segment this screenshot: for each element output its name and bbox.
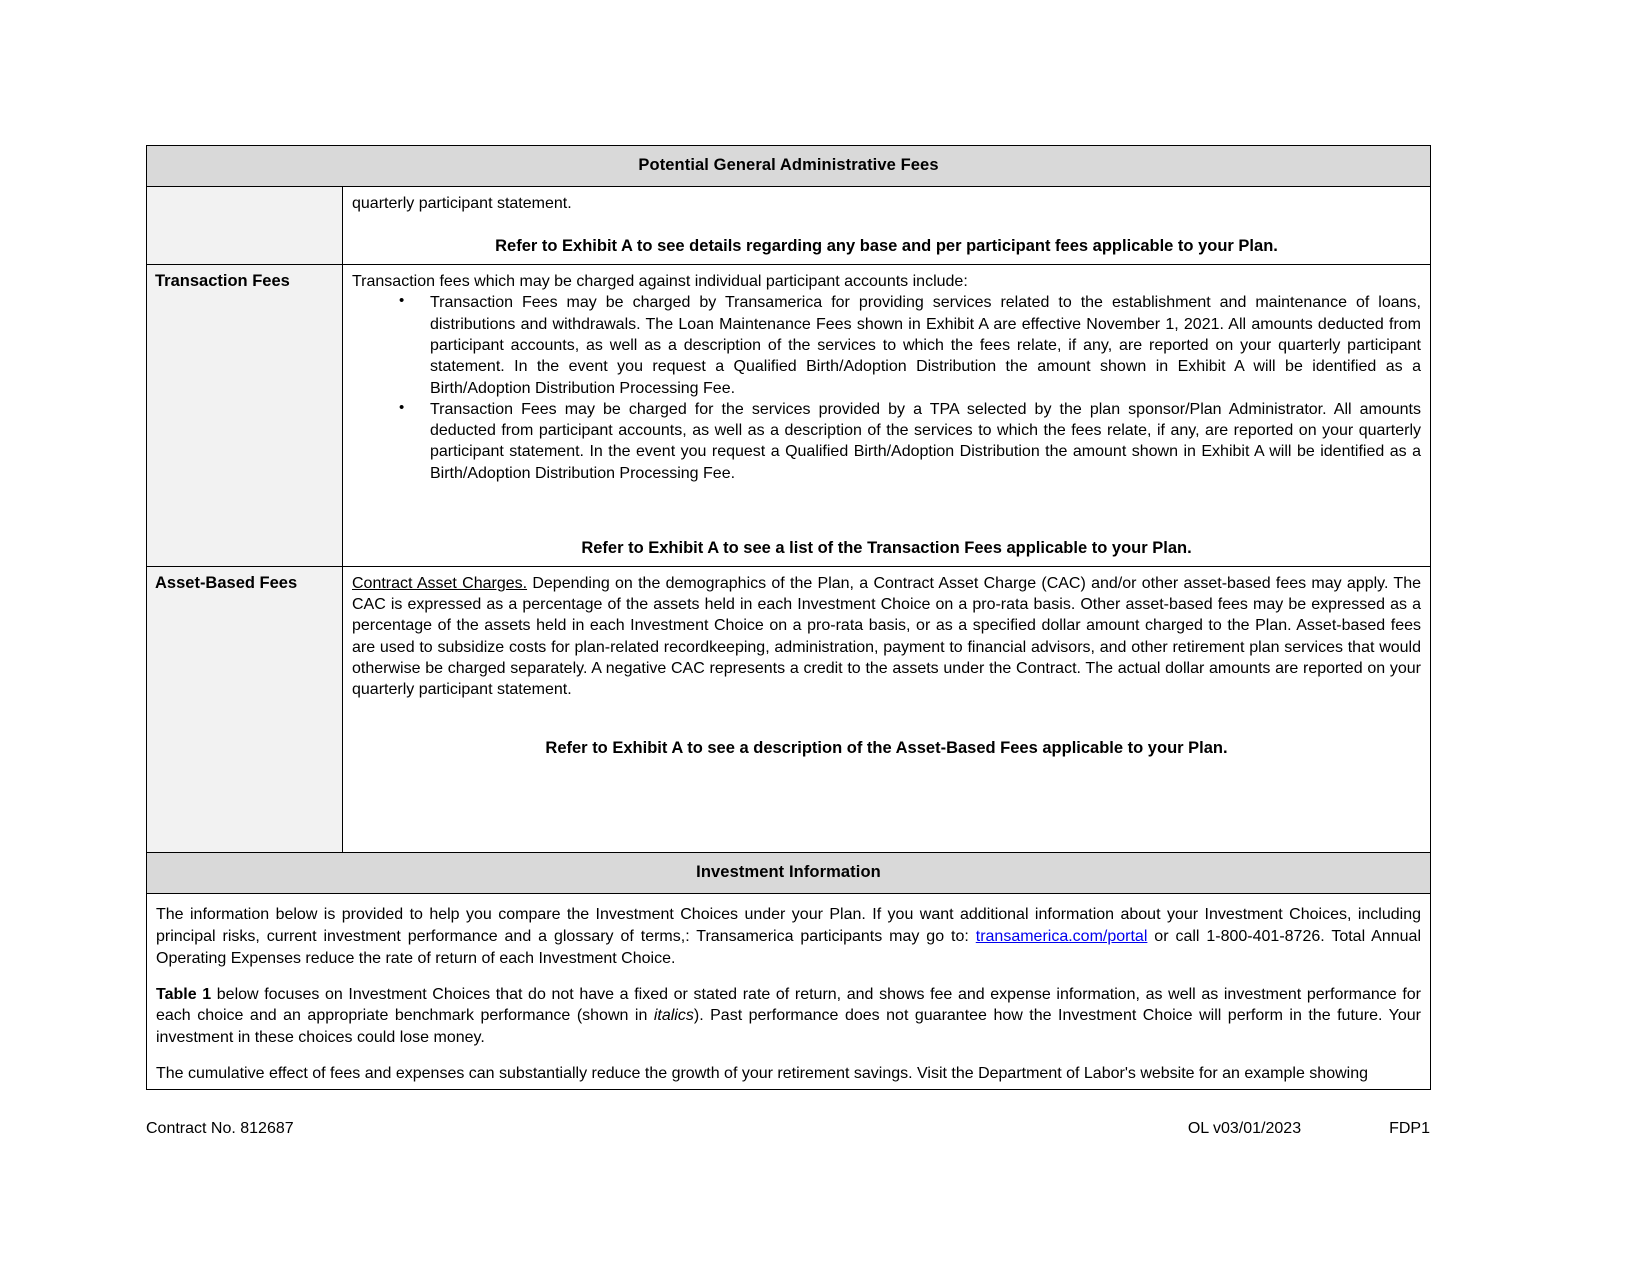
table-row — [147, 566, 1431, 853]
list-item: • Transaction Fees may be charged for the services provided by a TPA selected by the plan sponsor/Plan Administrator. All amounts deducted from participant accounts, as well as a description of the services to which the fees relate, if any, are reported on your quarterly participant statement. In the event you request a Qualified Birth/Adoption Distribution the amount shown in Exhibit A will be identified as a Birth/Adoption Distribution Processing Fee. — [352, 399, 1421, 484]
table-row — [147, 853, 1431, 894]
fees-and-investment-table — [146, 145, 1431, 1090]
spacer — [352, 214, 1421, 236]
transamerica-portal-link[interactable]: transamerica.com/portal — [975, 928, 1148, 946]
investment-information-body — [147, 894, 1431, 1089]
section-header-potential-general-administrative-fees: Potential General Administrative Fees — [147, 146, 1431, 187]
continued-text: quarterly participant statement. — [352, 195, 572, 212]
table-row — [147, 146, 1431, 187]
footer-version: OL v03/01/2023 — [1187, 1120, 1302, 1137]
investment-paragraph-3: The cumulative effect of fees and expenses can substantially reduce the growth of your retirement savings. Visit the Department of Labor's website for an example showing — [156, 1064, 1369, 1082]
row-label-asset-based-fees: Asset-Based Fees — [147, 566, 343, 853]
refer-to-exhibit-a-transaction-fees: Refer to Exhibit A to see a list of the Transaction Fees applicable to your Plan. — [581, 538, 1192, 557]
contract-asset-charges-lead-in: Contract Asset Charges. — [352, 574, 528, 592]
section-header-investment-information: Investment Information — [147, 853, 1431, 894]
investment-paragraph-1-part-1: The information below is provided to help you compare the Investment Choices under your Plan. If you want additional information about your Investment Choices, including principal risks, current investment performance and a glossary of terms,: Transamerica participants may go to: — [156, 906, 1421, 946]
spacer — [352, 700, 1421, 738]
row-body-general-admin-continued — [343, 187, 1431, 265]
row-label-general-admin-continued — [147, 187, 343, 265]
table-row — [147, 265, 1431, 567]
list-item: • Transaction Fees may be charged by Transamerica for providing services related to the establishment and maintenance of loans, distributions and withdrawals. The Loan Maintenance Fees shown in Exhibit A are effective November 1, 2021. All amounts deducted from participant accounts, as well as a description of the services to which the fees relate, if any, are reported on your quarterly participant statement. In the event you request a Qualified Birth/Adoption Distribution the amount shown in Exhibit A will be identified as a Birth/Adoption Distribution Processing Fee. — [352, 292, 1421, 398]
table-row — [147, 894, 1431, 1089]
transaction-fees-bullet-list — [352, 292, 1421, 483]
investment-paragraph-2-part-1: below focuses on Investment Choices that do not have a fixed or stated rate of return, and shows fee and expense information, as well as investment performance for each choice and an appropriate benchmark performance (shown in — [156, 985, 1421, 1025]
footer-code: FDP1 — [1389, 1120, 1430, 1137]
investment-paragraph-2 — [156, 984, 1421, 1049]
spacer — [352, 484, 1421, 538]
transaction-fees-intro: Transaction fees which may be charged against individual participant accounts include: — [352, 273, 968, 291]
row-body-transaction-fees — [343, 265, 1431, 567]
footer-contract-number: Contract No. 812687 — [146, 1120, 294, 1137]
investment-paragraph-1 — [156, 904, 1421, 969]
row-label-transaction-fees: Transaction Fees — [147, 265, 343, 567]
row-body-asset-based-fees — [343, 566, 1431, 853]
italics-word: italics — [653, 1007, 694, 1025]
investment-paragraph-1-part-2: or call 1-800-401-8726. Total Annual Operating Expenses reduce the rate of return of each Investment Choice. — [156, 928, 1421, 967]
page-footer — [146, 1120, 1430, 1138]
asset-based-fees-body-text: Depending on the demographics of the Plan, a Contract Asset Charge (CAC) and/or other asset-based fees may apply. The CAC is expressed as a percentage of the assets held in each Investment Choice on a pro-rata basis. Other asset-based fees may be expressed as a percentage of the assets held in each Investment Choice on a pro-rata basis, or as a specified dollar amount charged to the Plan. Asset-based fees are used to subsidize costs for plan-related recordkeeping, administration, payment to financial advisors, and other retirement plan services that would otherwise be charged separately. A negative CAC represents a credit to the assets under the Contract. The actual dollar amounts are reported on your quarterly participant statement. — [352, 574, 1421, 699]
refer-to-exhibit-a-asset-based-fees: Refer to Exhibit A to see a description of the Asset-Based Fees applicable to your Plan. — [545, 739, 1228, 758]
asset-based-fees-paragraph — [352, 573, 1421, 701]
investment-paragraph-2-part-2: ). Past performance does not guarantee how the Investment Choice will perform in the future. Your investment in these choices could lose money. — [156, 1007, 1421, 1047]
table-row — [147, 187, 1431, 265]
spacer — [352, 760, 1421, 846]
refer-to-exhibit-a-base-fees: Refer to Exhibit A to see details regarding any base and per participant fees applicable to your Plan. — [495, 237, 1278, 256]
table-1-reference: Table 1 — [156, 985, 212, 1003]
